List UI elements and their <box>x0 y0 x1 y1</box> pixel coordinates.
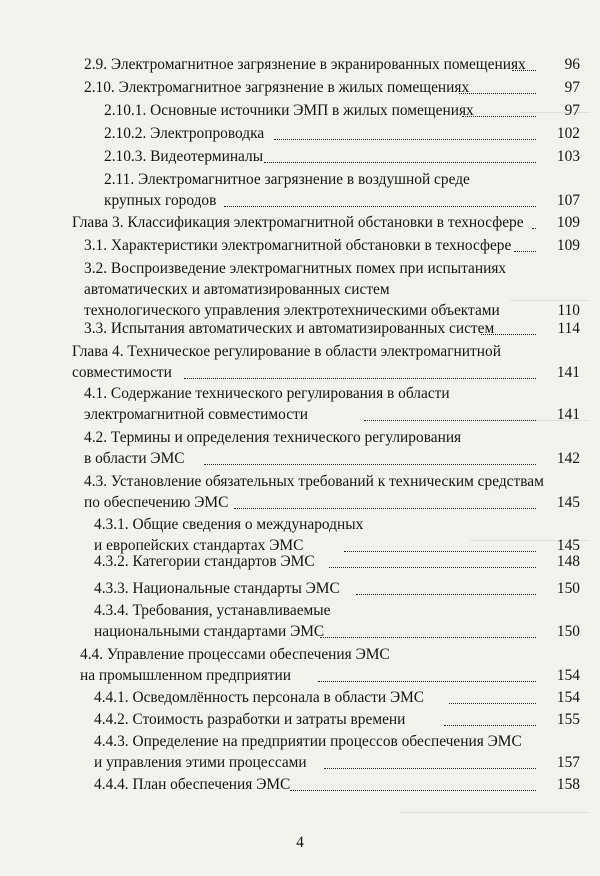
toc-entry <box>94 551 580 572</box>
toc-leader-dots <box>324 768 536 769</box>
toc-entry-title: 3.2. Воспроизведение электромагнитных помех при испытаниях автоматических и автоматизированных систем технологического управления электротехническими объектами <box>84 260 507 319</box>
toc-page-number: 158 <box>556 776 580 793</box>
toc-entry <box>84 318 580 339</box>
toc-entry <box>94 687 580 708</box>
toc-entry <box>84 54 580 75</box>
toc-entry <box>84 169 580 211</box>
toc-page-number: 150 <box>556 580 580 597</box>
toc-entry-title: 3.3. Испытания автоматических и автоматизированных систем <box>84 320 495 337</box>
toc-page-number: 154 <box>556 689 580 706</box>
toc-entry <box>94 731 580 773</box>
toc-entry-title: 4.3.1. Общие сведения о международных и европейских стандартах ЭМС <box>94 516 364 554</box>
toc-entry <box>104 100 580 121</box>
toc-entry-title: Глава 3. Классификация электромагнитной обстановки в техносфере <box>72 214 524 231</box>
toc-page-number: 150 <box>556 623 580 640</box>
toc-entry-title: 4.1. Содержание технического регулирования в области электромагнитной совместимости <box>84 385 450 423</box>
toc-entry <box>94 514 580 556</box>
toc-leader-dots <box>481 334 536 335</box>
toc-leader-dots <box>444 725 536 726</box>
toc-leader-dots <box>204 464 536 465</box>
toc-entry <box>84 235 580 256</box>
toc-page-number: 157 <box>556 754 580 771</box>
toc-page-number: 148 <box>556 553 580 570</box>
toc-entry <box>94 774 580 795</box>
toc-entry <box>84 77 580 98</box>
toc-leader-dots <box>512 70 536 71</box>
toc-page-number: 114 <box>557 320 580 337</box>
toc-leader-dots <box>532 228 536 229</box>
toc-page-number: 103 <box>556 148 580 165</box>
toc-entry-title: 2.11. Электромагнитное загрязнение в воздушной среде крупных городов <box>104 171 470 209</box>
toc-leader-dots <box>184 378 536 379</box>
toc-entry-title: 2.9. Электромагнитное загрязнение в экранированных помещениях <box>84 56 526 73</box>
toc-entry <box>72 644 580 686</box>
toc-leader-dots <box>234 508 536 509</box>
toc-leader-dots <box>462 116 536 117</box>
toc-leader-dots <box>264 162 536 163</box>
toc-entry-title: 2.10.3. Видеотерминалы <box>104 148 264 165</box>
toc-page-number: 109 <box>556 214 580 231</box>
toc-leader-dots <box>318 681 536 682</box>
toc-page-number: 97 <box>564 79 580 96</box>
toc-entry <box>94 578 580 599</box>
toc-entry-title: 4.4.2. Стоимость разработки и затраты времени <box>94 711 406 728</box>
toc-page-number: 107 <box>556 192 580 209</box>
toc-entry-title: 4.4.1. Осведомлённость персонала в области ЭМС <box>94 689 425 706</box>
toc-entry <box>94 600 580 642</box>
toc-entry-title: 2.10.2. Электропроводка <box>104 125 265 142</box>
toc-entry-title: 2.10. Электромагнитное загрязнение в жилых помещениях <box>84 79 470 96</box>
toc-leader-dots <box>290 790 536 791</box>
toc-entry-title: 4.3.2. Категории стандартов ЭМС <box>94 553 315 570</box>
toc-entry-title: 4.3.3. Национальные стандарты ЭМС <box>94 580 340 597</box>
toc-entry-title: 4.4.4. План обеспечения ЭМС <box>94 776 291 793</box>
toc-page-number: 145 <box>556 494 580 511</box>
toc-entry-title: 4.3.4. Требования, устанавливаемые национальными стандартами ЭМС <box>94 602 331 640</box>
toc-entry <box>84 383 580 425</box>
bleed-through-mark <box>400 812 590 814</box>
toc-entry-title: 2.10.1. Основные источники ЭМП в жилых помещениях <box>104 102 474 119</box>
toc-leader-dots <box>514 251 536 252</box>
toc-leader-dots <box>364 420 536 421</box>
toc-entry <box>94 709 580 730</box>
toc-entry-title: 3.1. Характеристики электромагнитной обстановки в техносфере <box>84 237 512 254</box>
toc-entry <box>104 123 580 144</box>
toc-entry <box>84 427 580 469</box>
toc-entry <box>84 471 580 513</box>
toc-page-number: 102 <box>556 125 580 142</box>
toc-page-number: 154 <box>556 667 580 684</box>
toc-entry-title: Глава 4. Техническое регулирование в области электромагнитной совместимости <box>72 343 501 381</box>
toc-leader-dots <box>449 703 536 704</box>
toc-entry <box>72 341 580 383</box>
page-number: 4 <box>296 834 304 851</box>
toc-page-number: 110 <box>557 302 580 319</box>
toc-entry <box>72 212 580 233</box>
toc-page-number: 142 <box>556 450 580 467</box>
toc-leader-dots <box>356 594 536 595</box>
toc-page-number: 155 <box>556 711 580 728</box>
toc-leader-dots <box>459 93 536 94</box>
toc-page-number: 96 <box>564 56 580 73</box>
toc-entry <box>84 258 580 321</box>
toc-page-number: 141 <box>556 364 580 381</box>
toc-leader-dots <box>329 567 536 568</box>
toc-page-number: 145 <box>556 537 580 554</box>
toc-leader-dots <box>320 637 536 638</box>
toc-page-number: 141 <box>556 406 580 423</box>
toc-leader-dots <box>224 206 536 207</box>
toc-entry-title: 4.2. Термины и определения технического регулирования в области ЭМС <box>84 429 462 467</box>
toc-leader-dots <box>274 139 536 140</box>
toc-entry-title: 4.4. Управление процессами обеспечения ЭМС на промышленном предприятии <box>80 646 390 684</box>
toc-entry <box>104 146 580 167</box>
toc-entry-title: 4.3. Установление обязательных требований к техническим средствам по обеспечению ЭМС <box>84 473 544 511</box>
toc-page-number: 97 <box>564 102 580 119</box>
toc-page-number: 109 <box>556 237 580 254</box>
toc-entry-title: 4.4.3. Определение на предприятии процессов обеспечения ЭМС и управления этими процессами <box>94 733 522 771</box>
